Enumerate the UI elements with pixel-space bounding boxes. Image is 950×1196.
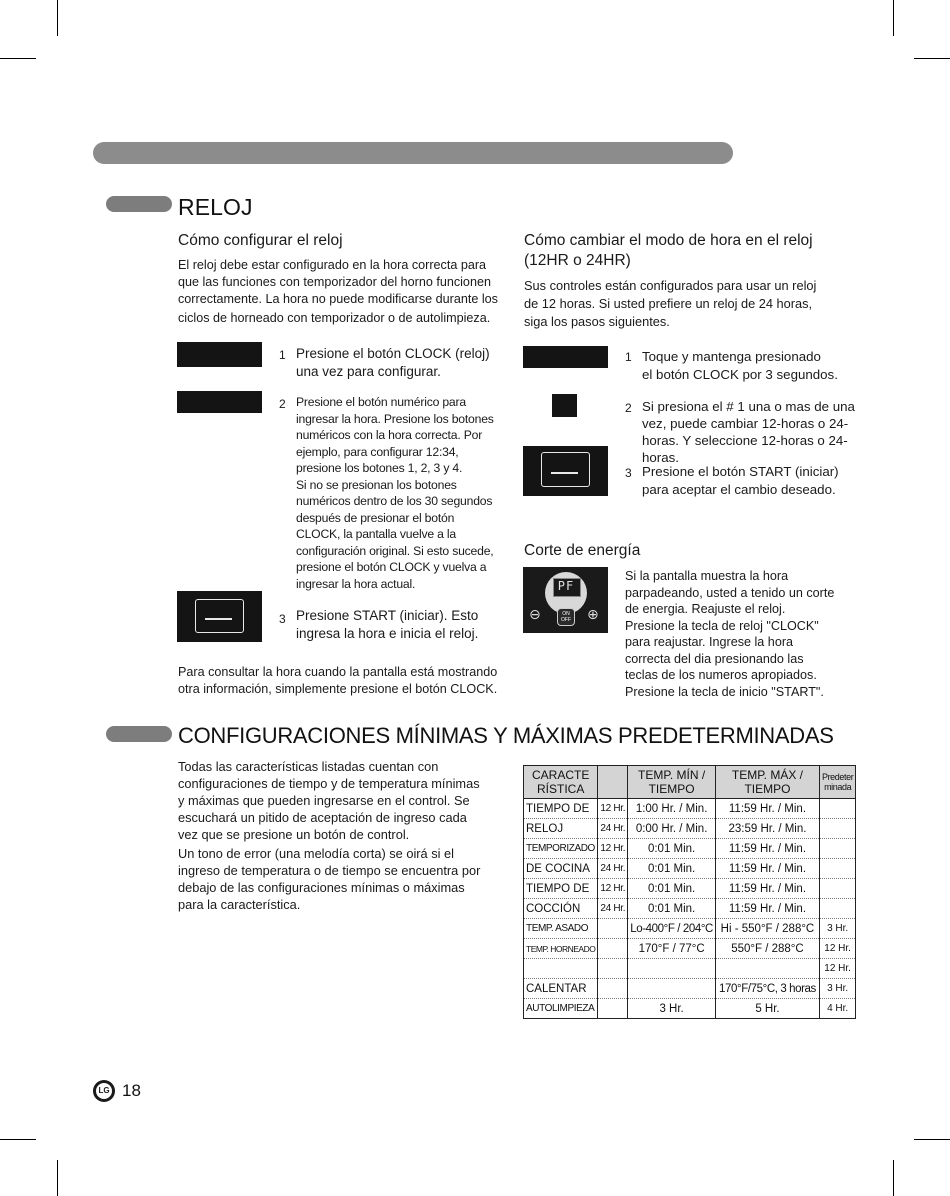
- cell-max: 23:59 Hr. / Min.: [715, 819, 819, 839]
- step-number: 3: [279, 612, 286, 626]
- text-line: debajo de las configuraciones mínimas o máximas: [178, 880, 465, 895]
- start-button-image: [523, 446, 608, 496]
- table-row: [524, 859, 856, 879]
- header-sub: [598, 766, 628, 799]
- header-line: TEMP. MÁX /: [731, 768, 804, 782]
- section-marker: [106, 726, 172, 742]
- text-line: ingreso de temperatura o de tiempo se encuentra por: [178, 863, 481, 878]
- text-line: correcta del dia presionando las: [625, 651, 804, 666]
- cell-default: [819, 859, 855, 879]
- text-line: para la característica.: [178, 897, 301, 912]
- cell-max: [715, 959, 819, 979]
- cell-sub: 24 Hr.: [598, 819, 628, 839]
- cell-sub: 12 Hr.: [598, 799, 628, 819]
- text-line: Presione el botón START (iniciar): [642, 464, 839, 479]
- left-step2-text: [296, 394, 511, 592]
- crop-mark: [57, 1160, 58, 1196]
- corte-heading: Corte de energía: [524, 542, 641, 559]
- cell-default: 12 Hr.: [819, 939, 855, 959]
- cell-max: 11:59 Hr. / Min.: [715, 839, 819, 859]
- cell-feature: TEMP. ASADO: [524, 919, 598, 939]
- text-line: CLOCK, la pantalla vuelve a la: [296, 527, 456, 541]
- logo-letters: LG: [98, 1086, 110, 1095]
- cell-feature: TIEMPO DE: [524, 879, 598, 899]
- step-number: 1: [625, 350, 632, 364]
- right-step1-text: [642, 348, 838, 384]
- cell-max: 550°F / 288°C: [715, 939, 819, 959]
- start-button-frame: [195, 599, 244, 633]
- text-line: configuraciones de tiempo y de temperatura mínimas: [178, 776, 480, 791]
- start-button-line: [205, 618, 232, 620]
- header-bar: [93, 142, 733, 164]
- text-line: que las funciones con temporizador del horno funcionen: [178, 275, 491, 289]
- table-row: [524, 879, 856, 899]
- text-line: Si la pantalla muestra la hora: [625, 569, 789, 583]
- config-para1: [178, 758, 480, 843]
- display-pf-text: PF: [557, 579, 575, 593]
- crop-mark: [914, 1139, 950, 1140]
- text-line: Si no se presionan los botones: [296, 477, 457, 492]
- table-row: [524, 839, 856, 859]
- cell-max: 11:59 Hr. / Min.: [715, 859, 819, 879]
- cell-feature: COCCIÓN: [524, 899, 598, 919]
- step-number: 1: [279, 348, 286, 362]
- step-number: 2: [279, 397, 286, 411]
- text-line: de energia. Reajuste el reloj.: [625, 602, 786, 616]
- crop-mark: [57, 0, 58, 36]
- right-heading: [524, 231, 813, 271]
- cell-min: 1:00 Hr. / Min.: [628, 799, 716, 819]
- right-step2-text: [642, 398, 855, 466]
- text-line: una vez para configurar.: [296, 364, 441, 379]
- step-number: 3: [625, 466, 632, 480]
- crop-mark: [0, 58, 36, 59]
- header-min: [628, 766, 716, 799]
- header-line: CARACTE: [532, 768, 590, 782]
- text-line: Sus controles están configurados para usar un reloj: [524, 278, 817, 293]
- crop-mark: [893, 1160, 894, 1196]
- text-line: vez, puede cambiar 12-horas o 24-: [642, 416, 849, 431]
- text-line: El reloj debe estar configurado en la hora correcta para: [178, 258, 487, 272]
- text-line: teclas de los numeros apropiados.: [625, 668, 817, 682]
- text-line: Presione la tecla de reloj "CLOCK": [625, 618, 819, 633]
- cell-sub: [598, 979, 628, 999]
- text-line: escuchará un pitido de aceptación de ingreso cada: [178, 810, 467, 825]
- cell-default: [819, 879, 855, 899]
- cell-min: 170°F / 77°C: [628, 939, 716, 959]
- text-line: siga los pasos siguientes.: [524, 314, 670, 329]
- cell-feature: RELOJ: [524, 819, 598, 839]
- cell-default: 4 Hr.: [819, 999, 855, 1019]
- clock-button-image: [523, 346, 608, 368]
- crop-mark: [0, 1139, 36, 1140]
- text-line: ingresar la hora. Presione los botones: [296, 411, 494, 426]
- start-button-image: [177, 591, 262, 642]
- cell-default: [819, 819, 855, 839]
- cell-max: 170°F/75°C, 3 horas: [715, 979, 819, 999]
- cell-min: 0:00 Hr. / Min.: [628, 819, 716, 839]
- on-label: ON: [562, 611, 570, 617]
- cell-default: 12 Hr.: [819, 959, 855, 979]
- start-button-frame: [541, 452, 590, 487]
- header-line: RÍSTICA: [537, 782, 585, 796]
- cell-min: 0:01 Min.: [628, 839, 716, 859]
- cell-default: [819, 899, 855, 919]
- text-line: presione los botones 1, 2, 3 y 4.: [296, 461, 463, 475]
- text-line: numéricos con la hora correcta. Por: [296, 428, 483, 442]
- text-line: Cómo cambiar el modo de hora en el reloj: [524, 232, 813, 249]
- text-line: Presione el botón CLOCK (reloj): [296, 346, 490, 361]
- off-label: OFF: [561, 617, 571, 623]
- cell-min: [628, 979, 716, 999]
- text-line: después de presionar el botón: [296, 510, 455, 525]
- text-line: horas. Y seleccione 12-horas o 24-: [642, 433, 848, 448]
- cell-sub: 12 Hr.: [598, 879, 628, 899]
- number-button-image: [177, 391, 262, 413]
- corte-text: [625, 568, 834, 700]
- text-line: configuración original. Si esto sucede,: [296, 543, 494, 558]
- cell-feature: TIEMPO DE: [524, 799, 598, 819]
- text-line: Presione START (iniciar). Esto: [296, 608, 479, 623]
- cell-min: [628, 959, 716, 979]
- text-line: ejemplo, para configurar 12:34,: [296, 444, 459, 459]
- table-row: [524, 999, 856, 1019]
- cell-min: 3 Hr.: [628, 999, 716, 1019]
- header-line: TIEMPO: [744, 782, 791, 796]
- cell-max: 11:59 Hr. / Min.: [715, 899, 819, 919]
- header-max: [715, 766, 819, 799]
- right-step3-text: [642, 463, 839, 499]
- text-line: (12HR o 24HR): [524, 252, 631, 269]
- cell-feature: CALENTAR: [524, 979, 598, 999]
- minus-icon: ⊖: [529, 606, 541, 622]
- cell-sub: [598, 919, 628, 939]
- cell-feature: DE COCINA: [524, 859, 598, 879]
- cell-min: 0:01 Min.: [628, 899, 716, 919]
- table-row: [524, 979, 856, 999]
- text-line: ingresar la hora actual.: [296, 576, 416, 591]
- text-line: presione el botón CLOCK y vuelva a: [296, 560, 487, 574]
- on-off-button: [557, 608, 575, 626]
- cell-sub: 24 Hr.: [598, 859, 628, 879]
- text-line: ingresa la hora e inicia el reloj.: [296, 626, 479, 641]
- text-line: para reajustar. Ingrese la hora: [625, 635, 794, 649]
- text-line: y máximas que pueden ingresarse en el control. Se: [178, 793, 470, 808]
- text-line: Un tono de error (una melodía corta) se oirá si el: [178, 846, 454, 861]
- plus-icon: ⊕: [587, 606, 599, 622]
- text-line: parpadeando, usted a tenido un corte: [625, 585, 835, 600]
- left-step3-text: [296, 607, 478, 643]
- text-line: Todas las características listadas cuentan con: [178, 759, 439, 774]
- power-outage-display-image: [523, 567, 608, 633]
- clock-button-image: [177, 342, 262, 367]
- left-step1-text: [296, 345, 490, 381]
- step-number: 2: [625, 401, 632, 415]
- cell-default: [819, 799, 855, 819]
- cell-sub: [598, 999, 628, 1019]
- left-footer: [178, 664, 497, 698]
- section-title-reloj: RELOJ: [178, 194, 253, 220]
- left-heading: Cómo configurar el reloj: [178, 232, 343, 249]
- text-line: otra información, simplemente presione el botón CLOCK.: [178, 682, 498, 696]
- number-one-button-image: [552, 394, 577, 417]
- cell-max: 11:59 Hr. / Min.: [715, 799, 819, 819]
- header-line: Predeter: [821, 772, 854, 782]
- cell-min: 0:01 Min.: [628, 859, 716, 879]
- text-line: numéricos dentro de los 30 segundos: [296, 494, 493, 508]
- cell-sub: [598, 939, 628, 959]
- text-line: para aceptar el cambio deseado.: [642, 482, 836, 497]
- text-line: vez que se presione un botón de control.: [178, 827, 410, 842]
- section-title-config: CONFIGURACIONES MÍNIMAS Y MÁXIMAS PREDETERMINADAS: [178, 723, 834, 748]
- config-para2: [178, 845, 480, 913]
- crop-mark: [893, 0, 894, 36]
- header-feature: [524, 766, 598, 799]
- cell-max: Hi - 550°F / 288°C: [715, 919, 819, 939]
- text-line: ciclos de horneado con temporizador o de autolimpieza.: [178, 311, 491, 325]
- cell-max: 5 Hr.: [715, 999, 819, 1019]
- table-row: [524, 939, 856, 959]
- text-line: el botón CLOCK por 3 segundos.: [642, 367, 838, 382]
- text-line: Toque y mantenga presionado: [642, 349, 821, 364]
- cell-default: [819, 839, 855, 859]
- cell-min: 0:01 Min.: [628, 879, 716, 899]
- cell-feature: [524, 959, 598, 979]
- section-marker: [106, 196, 172, 212]
- left-intro: [178, 257, 508, 327]
- header-line: minada: [824, 782, 852, 792]
- cell-sub: [598, 959, 628, 979]
- table-row: [524, 959, 856, 979]
- text-line: correctamente. La hora no puede modificarse durante los: [178, 292, 498, 306]
- cell-max: 11:59 Hr. / Min.: [715, 879, 819, 899]
- text-line: de 12 horas. Si usted prefiere un reloj de 24 horas,: [524, 296, 813, 311]
- cell-default: 3 Hr.: [819, 979, 855, 999]
- settings-table-wrap: [523, 765, 856, 1019]
- crop-mark: [914, 58, 950, 59]
- cell-feature: TEMP. HORNEADO: [524, 939, 598, 959]
- text-line: Si presiona el # 1 una o mas de una: [642, 399, 855, 414]
- settings-table: [523, 765, 856, 1019]
- text-line: horas.: [642, 450, 679, 465]
- right-intro: [524, 277, 864, 331]
- table-row: [524, 919, 856, 939]
- cell-default: 3 Hr.: [819, 919, 855, 939]
- cell-sub: 24 Hr.: [598, 899, 628, 919]
- lg-logo-icon: [93, 1080, 115, 1102]
- header-default: [819, 766, 855, 799]
- header-line: TIEMPO: [648, 782, 695, 796]
- text-line: Para consultar la hora cuando la pantalla está mostrando: [178, 665, 498, 679]
- start-button-line: [551, 472, 578, 474]
- cell-min: Lo-400°F / 204°C: [628, 919, 716, 939]
- table-row: [524, 899, 856, 919]
- cell-sub: 12 Hr.: [598, 839, 628, 859]
- table-row: [524, 819, 856, 839]
- text-line: Presione el botón numérico para: [296, 395, 466, 409]
- page-number: 18: [122, 1081, 141, 1100]
- table-row: [524, 799, 856, 819]
- table-header-row: [524, 766, 856, 799]
- cell-feature: AUTOLIMPIEZA: [524, 999, 598, 1019]
- text-line: Presione la tecla de inicio "START".: [625, 684, 824, 699]
- cell-feature: TEMPORIZADO: [524, 839, 598, 859]
- header-line: TEMP. MÍN /: [638, 768, 706, 782]
